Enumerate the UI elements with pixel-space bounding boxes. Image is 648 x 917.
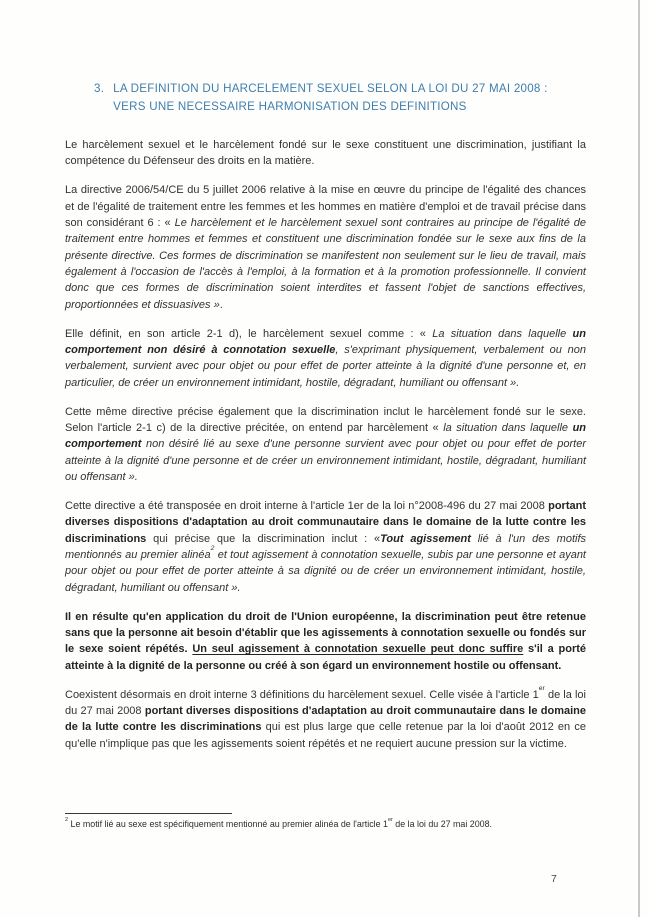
- text-segment: un comportement: [65, 421, 587, 451]
- paragraph: [65, 498, 586, 596]
- paragraph: [65, 182, 586, 313]
- section-heading-line2: VERS UNE NECESSAIRE HARMONISATION DES DEFINITIONS: [113, 99, 467, 113]
- text-segment: 2: [65, 816, 69, 823]
- text-segment: La situation dans laquelle: [432, 327, 573, 340]
- text-segment: non désiré lié au sexe d'une personne survient avec pour objet ou pour effet de porter atteinte à la dignité d'une personne et de créer un environnement intimidant, hostile, dégradant, humiliant ou offensant ».: [65, 438, 586, 483]
- text-segment: portant diverses dispositions d'adaptation au droit communautaire dans le domaine de la lutte contre les discriminations: [65, 499, 586, 545]
- text-segment: la situation dans laquelle: [443, 421, 573, 434]
- text-segment: La directive 2006/54/CE du 5 juillet 2006 relative à la mise en œuvre du principe de l'égalité des chances et de l'égalité de traitement entre les femmes et les hommes en matière d'emploi et de travail précise dans son considérant 6 : «: [65, 184, 586, 229]
- text-segment: Un seul agissement à connotation sexuelle peut donc suffire: [192, 643, 524, 656]
- scan-edge-line: [638, 0, 640, 917]
- text-segment: , s'exprimant physiquement, verbalement ou non verbalement, survient avec pour objet ou pour effet de porter atteinte à la dignité d'une personne et, en particulier, de créer un environnement intimidant, hostile, dégradant, humiliant ou offensant ».: [65, 343, 586, 389]
- text-segment: er: [387, 816, 393, 823]
- paragraph: [65, 684, 586, 752]
- text-segment: Tout agissement: [380, 532, 471, 545]
- text-segment: de la loi du 27 mai 2008: [65, 688, 586, 717]
- text-segment: Le harcèlement sexuel et le harcèlement fondé sur le sexe constituent une discrimination, justifiant la compétence du Défenseur des droits en la matière.: [65, 139, 586, 168]
- text-segment: .: [219, 298, 223, 311]
- text-segment: s'il a porté atteinte à la dignité de la personne ou créé à son égard un environnement hostile ou offensant.: [65, 643, 587, 672]
- paragraph: [65, 137, 586, 170]
- text-segment: Le harcèlement et le harcèlement sexuel sont contraires au principe de l'égalité de traitement entre hommes et femmes et constituent une discrimination fondée sur le sexe aux fins de la présente directive. Ces formes de discrimination se manifestent non seulement sur le lieu de travail, mais également à l'occasion de l'accès à l'emploi, à la formation et à la promotion professionnelle. Il convient donc que ces formes de discrimination soient interdites et fassent l'objet de sanctions effectives, proportionnées et dissuasives »: [65, 216, 586, 311]
- section-heading-text: [113, 80, 547, 115]
- footnote-separator: [65, 813, 232, 814]
- footnote-area: [65, 813, 586, 830]
- paragraph: [65, 609, 586, 674]
- text-segment: qui est plus large que celle retenue par la loi d'août 2012 en ce qu'elle n'implique pas que les agissements soient répétés et ne requiert aucune pression sur la victime.: [65, 721, 586, 750]
- text-segment: Le motif lié au sexe est spécifiquement mentionné au premier alinéa de l'article 1: [68, 819, 388, 829]
- text-segment: Cette directive a été transposée en droit interne à l'article 1er de la loi n°2008-496 du 27 mai 2008: [65, 499, 549, 512]
- text-segment: et tout agissement à connotation sexuelle, subis par une personne et ayant pour objet ou pour effet de porter atteinte à sa dignité ou de créer un environnement intimidant, hostile, dégradant, humiliant ou offensant ».: [65, 548, 586, 594]
- text-segment: un comportement non désiré à connotation sexuelle: [65, 327, 586, 356]
- text-segment: qui précise que la discrimination inclut : «: [146, 532, 381, 545]
- text-segment: Elle définit, en son article 2-1 d), le harcèlement sexuel comme : «: [65, 327, 433, 340]
- text-segment: Coexistent désormais en droit interne 3 définitions du harcèlement sexuel. Celle visée à l'article 1: [65, 688, 539, 701]
- text-segment: lié à l'un des motifs mentionnés au premier alinéa: [65, 532, 586, 561]
- footnote-text: [65, 818, 586, 830]
- text-segment: Cette même directive précise également que la discrimination inclut le harcèlement fondé sur le sexe. Selon l'article 2-1 c) de la directive précitée, on entend par harcèlement «: [65, 405, 586, 434]
- text-segment: 2: [210, 545, 215, 553]
- text-segment: Il en résulte qu'en application du droit de l'Union européenne, la discrimination peut être retenue sans que la personne ait besoin d'établir que les agissements à connotation sexuelle ou fondés sur le sexe soient répétés.: [65, 610, 586, 656]
- page-number: 7: [551, 873, 557, 885]
- body-paragraphs: [65, 137, 586, 752]
- section-heading: [94, 80, 574, 115]
- paragraph: [65, 404, 586, 486]
- text-segment: portant diverses dispositions d'adaptation au droit communautaire dans le domaine de la lutte contre les discriminations: [65, 704, 586, 734]
- paragraph: [65, 326, 586, 391]
- section-heading-line1: LA DEFINITION DU HARCELEMENT SEXUEL SELON LA LOI DU 27 MAI 2008 :: [113, 82, 548, 95]
- text-segment: de la loi du 27 mai 2008.: [392, 819, 493, 829]
- text-segment: er: [538, 684, 545, 692]
- section-number: 3.: [94, 82, 105, 95]
